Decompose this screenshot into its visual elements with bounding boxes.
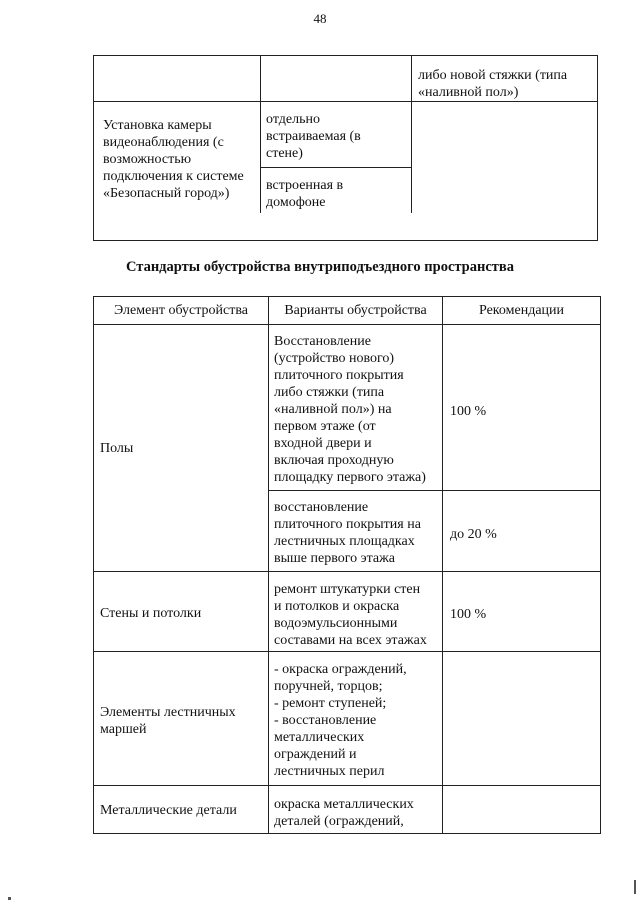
row-walls-rec: 100 %: [450, 607, 487, 622]
row-walls-element: Стены и потолки: [100, 606, 202, 621]
row-floors-variant-2: восстановление плиточного покрытия на лестничных площадках выше первого этажа: [274, 500, 421, 566]
row-floors-element: Полы: [100, 441, 134, 456]
row-walls-variant: ремонт штукатурки стен и потолков и окраска водоэмульсионными составами на всех этажах: [274, 582, 427, 648]
row-metal-element: Металлические детали: [100, 803, 237, 818]
scan-artifact-right: [634, 880, 636, 894]
row-metal-variant: окраска металлических деталей (ограждений,: [274, 797, 414, 829]
row-floors-variant-1: Восстановление (устройство нового) плиточного покрытия либо стяжки (типа «наливной пол») на первом этаже (от входной двери и включая проходную площадку первого этажа): [274, 334, 426, 485]
row-stairs-variant: - окраска ограждений, поручней, торцов; - ремонт ступеней; - восстановление металлических ограждений и лестничных перил: [274, 662, 407, 779]
row-stairs-element: Элементы лестничных маршей: [100, 705, 236, 737]
top-table-cell-r2c1: Установка камеры видеонаблюдения (с возможностью подключения к системе «Безопасный город»): [103, 118, 244, 201]
row-floors-rec-1: 100 %: [450, 404, 487, 419]
header-recommendations: Рекомендации: [478, 303, 565, 318]
header-element: Элемент обустройства: [114, 303, 248, 318]
top-table-cell-r2c2a: отдельно встраиваемая (в стене): [266, 112, 361, 161]
scan-artifact-left: [8, 897, 11, 900]
row-floors-rec-2: до 20 %: [450, 527, 497, 542]
top-table-cell-r2c2b: встроенная в домофоне: [266, 178, 344, 210]
section-title: Стандарты обустройства внутриподъездного пространства: [125, 259, 514, 275]
header-variants: Варианты обустройства: [284, 303, 427, 318]
top-table-cell-r1c3: либо новой стяжки (типа «наливной пол»): [418, 68, 568, 100]
page-number: 48: [313, 11, 327, 26]
